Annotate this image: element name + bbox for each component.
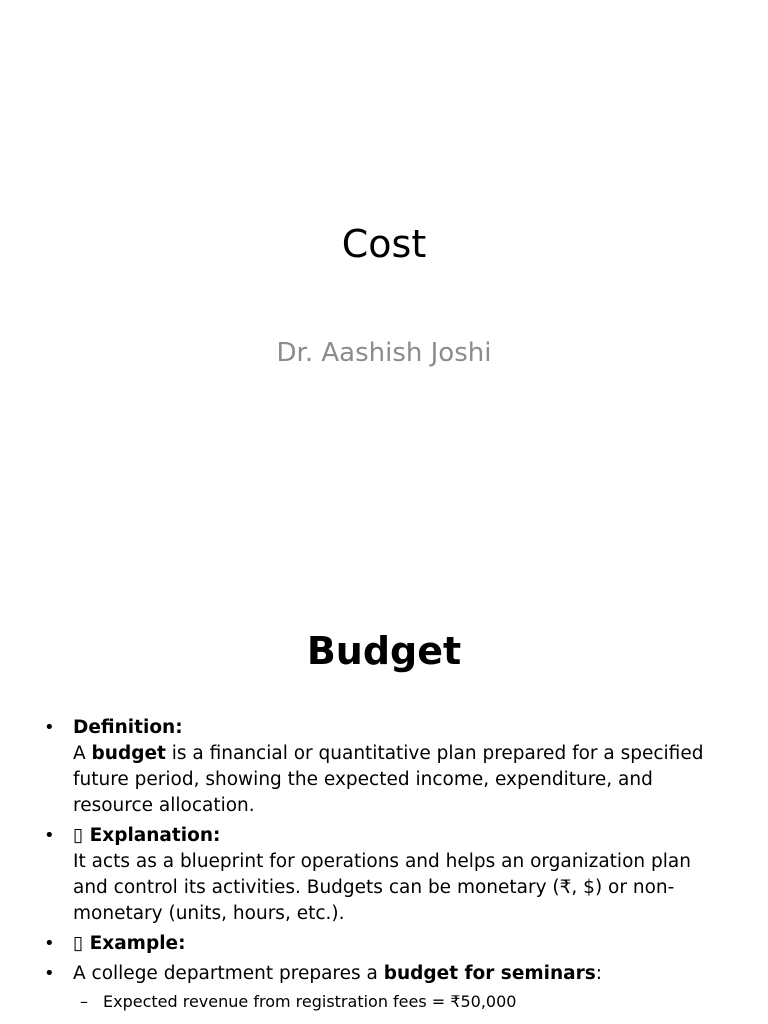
- bullet-definition: [40, 715, 730, 819]
- bullet-example-intro: [40, 961, 730, 987]
- definition-text-pre: A: [73, 743, 92, 764]
- sub-bullet-item: – Expected revenue from registration fees = ₹50,000: [40, 991, 730, 1013]
- slide-title: Budget: [306, 629, 462, 673]
- budget-slide: [0, 576, 768, 1024]
- bullet-list: [40, 715, 730, 1013]
- example-heading-line: [73, 931, 730, 957]
- example-heading: Example:: [83, 933, 186, 954]
- example-intro-bold: budget for seminars: [383, 963, 596, 984]
- explanation-heading: Explanation:: [83, 825, 221, 846]
- definition-text-bold: budget: [91, 743, 166, 764]
- example-intro-text: [73, 961, 730, 987]
- explanation-text: It acts as a blueprint for operations and helps an organization plan and control its activities. Budgets can be monetary (₹, $) or non-monetary (units, hours, etc.).: [73, 851, 691, 924]
- definition-heading: • Definition:: [73, 717, 183, 738]
- slide-title: Cost: [341, 222, 427, 266]
- bullet-explanation: [40, 823, 730, 927]
- definition-text: [73, 741, 730, 819]
- slide-subtitle-author: Dr. Aashish Joshi: [276, 338, 492, 368]
- bullet-example: [40, 931, 730, 957]
- explanation-heading-line: [73, 823, 730, 849]
- missing-glyph-icon: ▯: [73, 933, 84, 954]
- definition-text-post: is a financial or quantitative plan prepared for a specified future period, showing the expected income, expenditure, and resource allocation.: [73, 743, 704, 816]
- missing-glyph-icon: ▯: [73, 825, 84, 846]
- example-intro-post: :: [595, 963, 603, 984]
- example-intro-pre: A college department prepares a: [73, 963, 384, 984]
